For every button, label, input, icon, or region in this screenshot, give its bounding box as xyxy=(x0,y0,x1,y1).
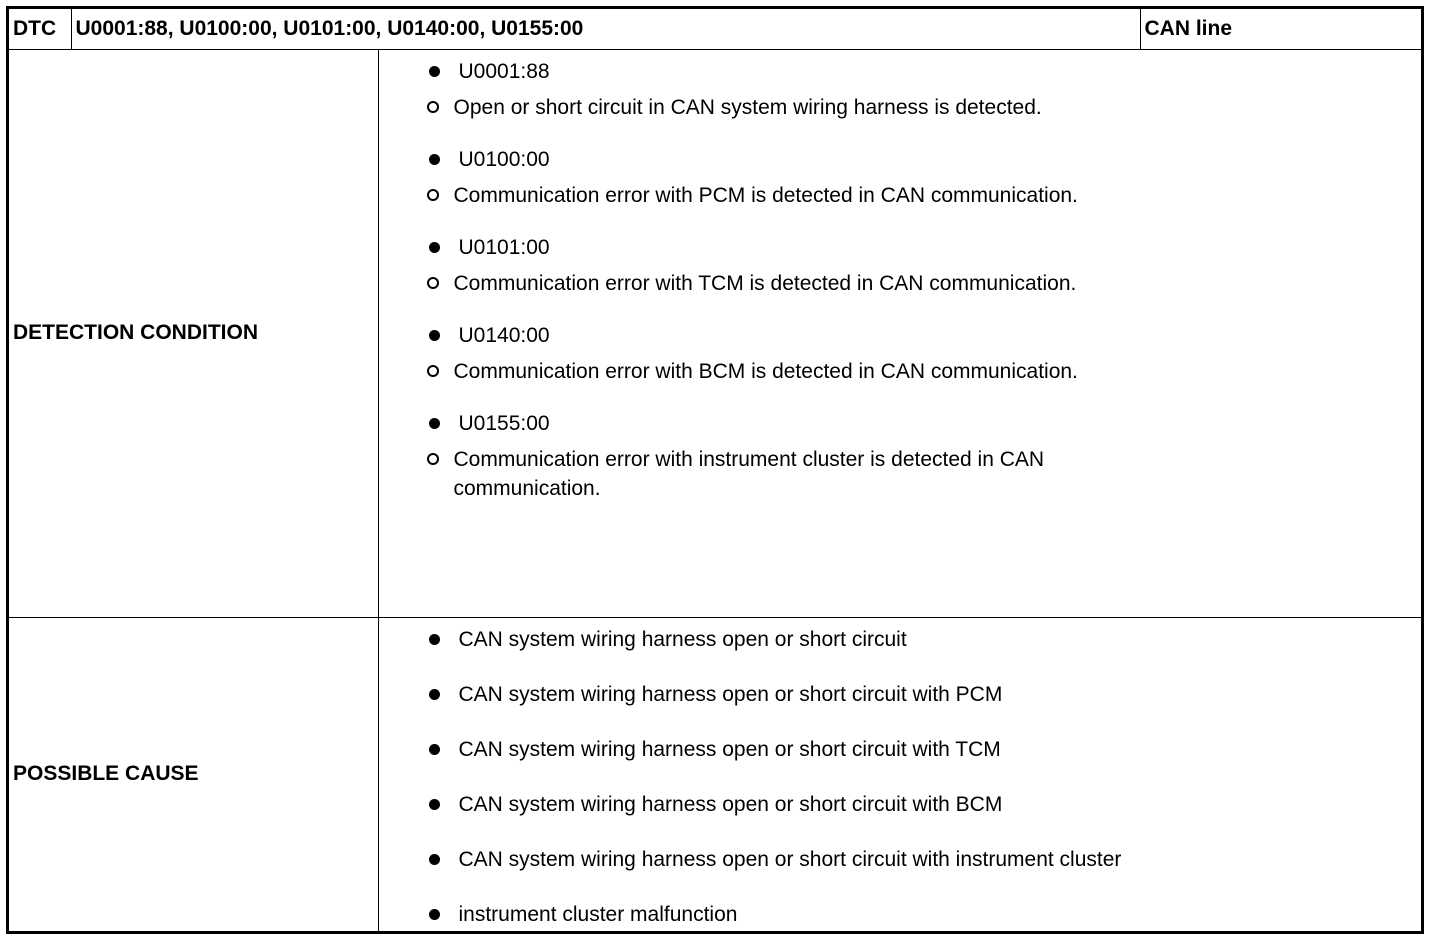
cause-list xyxy=(379,627,1422,928)
list-item xyxy=(379,792,1422,818)
detection-list xyxy=(379,59,1422,85)
dtc-code: U0101:00 xyxy=(458,235,550,259)
detection-sublist xyxy=(379,445,1422,503)
bullet-icon xyxy=(429,634,440,645)
list-item xyxy=(379,682,1422,708)
list-item xyxy=(379,59,1422,85)
list-item xyxy=(379,235,1422,261)
circle-bullet-icon xyxy=(427,365,439,377)
detection-condition-label: DETECTION CONDITION xyxy=(9,49,378,617)
list-item xyxy=(379,357,1422,386)
cause-text: CAN system wiring harness open or short circuit xyxy=(458,627,907,651)
dtc-codes: U0001:88, U0100:00, U0101:00, U0140:00, U0155:00 xyxy=(71,9,1140,49)
bullet-icon xyxy=(429,854,440,865)
dtc-table xyxy=(9,9,1421,931)
bullet-icon xyxy=(429,242,440,253)
bullet-icon xyxy=(429,909,440,920)
detection-list xyxy=(379,235,1422,261)
detection-sublist xyxy=(379,181,1422,210)
detection-sublist xyxy=(379,357,1422,386)
detection-detail: Open or short circuit in CAN system wiring harness is detected. xyxy=(453,95,1042,119)
circle-bullet-icon xyxy=(427,277,439,289)
list-item xyxy=(379,627,1422,653)
circle-bullet-icon xyxy=(427,453,439,465)
list-item xyxy=(379,181,1422,210)
detection-detail: Communication error with TCM is detected in CAN communication. xyxy=(453,271,1077,295)
detection-sublist xyxy=(379,269,1422,298)
header-row xyxy=(9,9,1421,49)
circle-bullet-icon xyxy=(427,189,439,201)
bullet-icon xyxy=(429,799,440,810)
detection-condition-content xyxy=(378,49,1421,617)
dtc-code: U0001:88 xyxy=(458,59,550,83)
detection-detail: Communication error with PCM is detected in CAN communication. xyxy=(453,183,1078,207)
cause-text: CAN system wiring harness open or short circuit with instrument cluster xyxy=(458,847,1122,871)
bullet-icon xyxy=(429,66,440,77)
cause-text: instrument cluster malfunction xyxy=(458,902,738,926)
detection-row xyxy=(9,49,1421,617)
detection-list xyxy=(379,411,1422,437)
bullet-icon xyxy=(429,330,440,341)
list-item xyxy=(379,445,1422,503)
detection-list xyxy=(379,147,1422,173)
detection-sublist xyxy=(379,93,1422,122)
bullet-icon xyxy=(429,689,440,700)
bullet-icon xyxy=(429,744,440,755)
cause-text: CAN system wiring harness open or short circuit with PCM xyxy=(458,682,1003,706)
possible-cause-content xyxy=(378,617,1421,931)
possible-cause-label: POSSIBLE CAUSE xyxy=(9,617,378,931)
bullet-icon xyxy=(429,418,440,429)
detection-detail: Communication error with BCM is detected in CAN communication. xyxy=(453,359,1078,383)
list-item xyxy=(379,147,1422,173)
bullet-icon xyxy=(429,154,440,165)
cause-text: CAN system wiring harness open or short circuit with BCM xyxy=(458,792,1003,816)
dtc-code: U0140:00 xyxy=(458,323,550,347)
cause-text: CAN system wiring harness open or short circuit with TCM xyxy=(458,737,1001,761)
detection-detail: Communication error with instrument cluster is detected in CAN communication. xyxy=(453,447,1045,500)
list-item xyxy=(379,902,1422,928)
list-item xyxy=(379,847,1422,873)
list-item xyxy=(379,323,1422,349)
list-item xyxy=(379,411,1422,437)
detection-list xyxy=(379,323,1422,349)
dtc-code: U0155:00 xyxy=(458,411,550,435)
cause-row xyxy=(9,617,1421,931)
dtc-sheet xyxy=(6,6,1424,934)
list-item xyxy=(379,93,1422,122)
dtc-label: DTC xyxy=(9,9,71,49)
system-label: CAN line xyxy=(1140,9,1421,49)
dtc-code: U0100:00 xyxy=(458,147,550,171)
list-item xyxy=(379,269,1422,298)
list-item xyxy=(379,737,1422,763)
circle-bullet-icon xyxy=(427,101,439,113)
